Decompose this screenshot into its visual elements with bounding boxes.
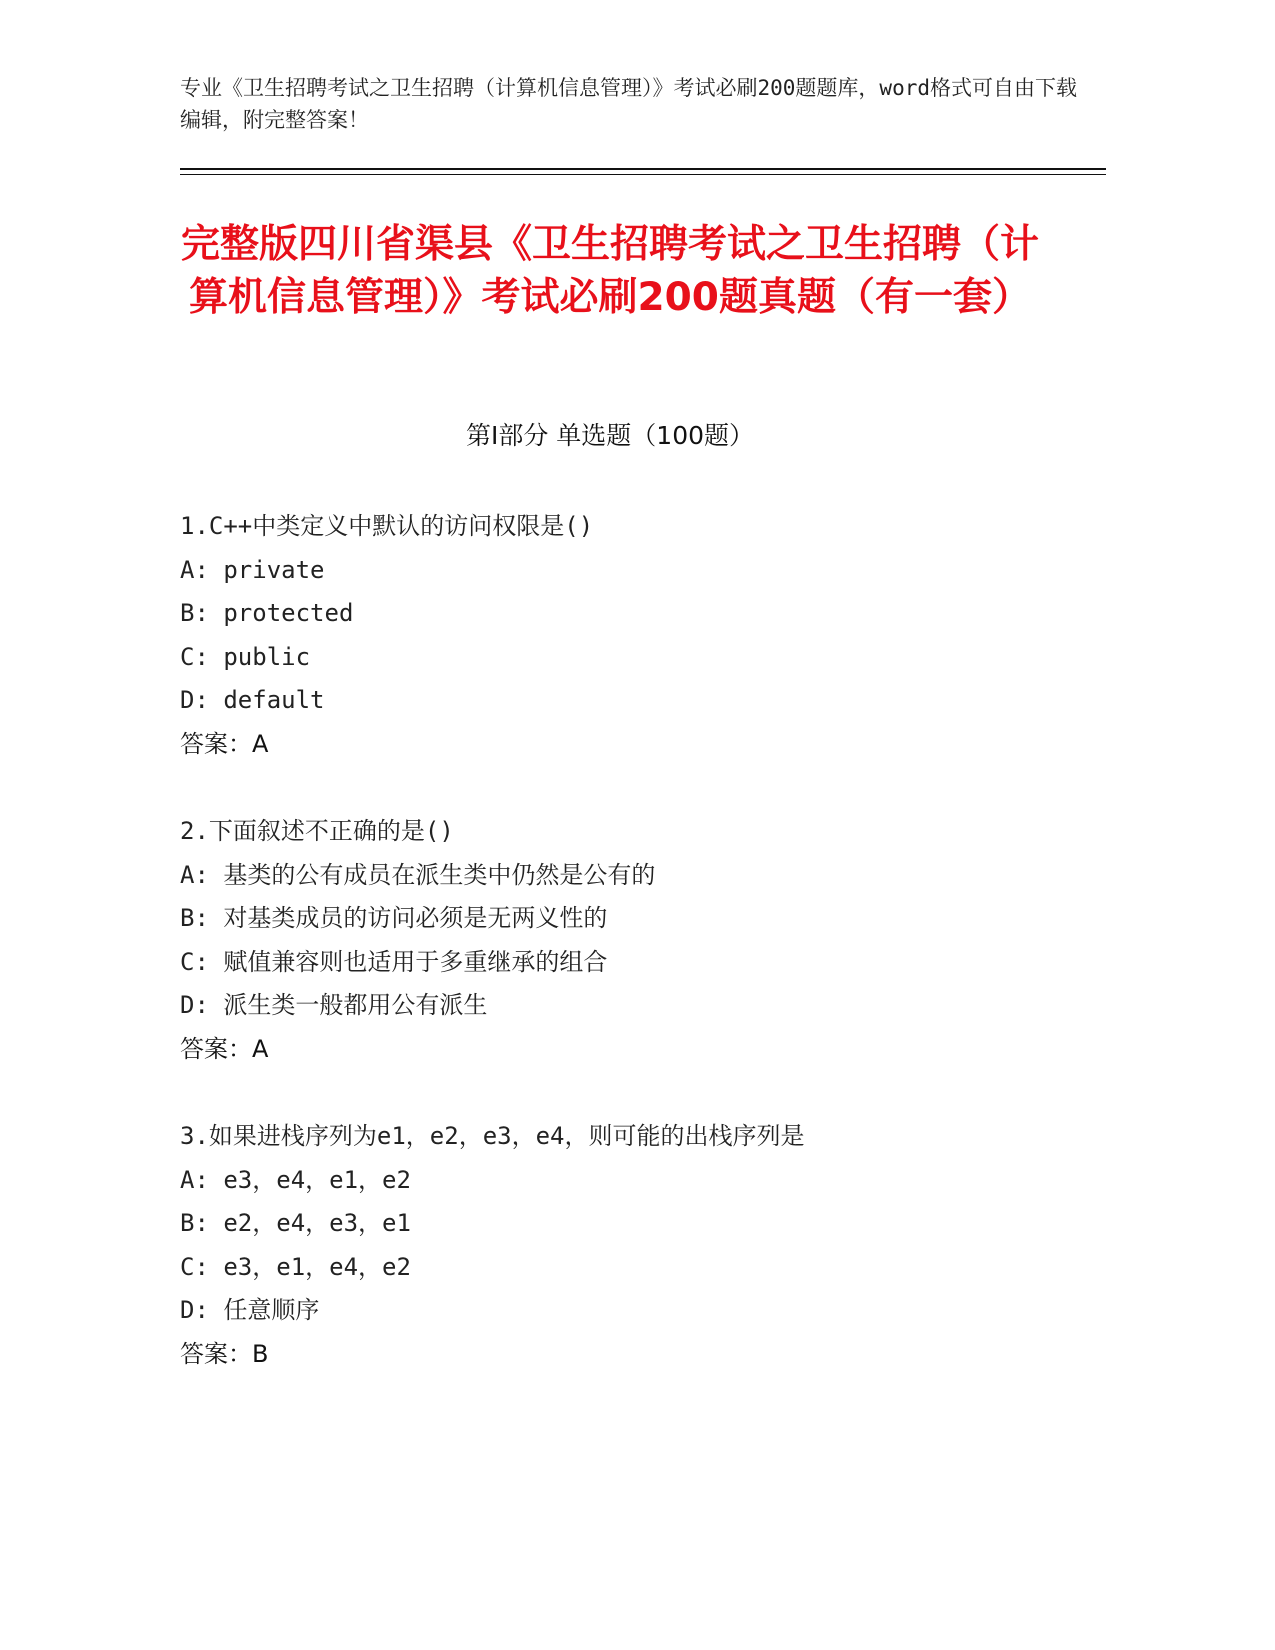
answer-label: 答案： <box>180 1034 252 1063</box>
document-title: 完整版四川省渠县《卫生招聘考试之卫生招聘（计算机信息管理）》考试必刷200题真题（有一套） <box>180 222 1039 320</box>
question-stem: 2.下面叙述不正确的是() <box>180 817 454 845</box>
option-b: B: protected <box>180 599 354 627</box>
option-a: A: 基类的公有成员在派生类中仍然是公有的 <box>180 860 656 889</box>
option-d: D: 任意顺序 <box>180 1296 320 1324</box>
question-3 <box>180 1115 1080 1376</box>
question-2 <box>180 810 1080 1071</box>
option-d: D: 派生类一般都用公有派生 <box>180 991 488 1019</box>
question-1 <box>180 505 1080 766</box>
section-title: 第Ⅰ部分 单选题（100题） <box>465 421 755 450</box>
header-divider-thick <box>180 168 1106 170</box>
answer-line <box>180 1333 1080 1377</box>
option-c: C: public <box>180 642 311 671</box>
option-c: C: e3，e1，e4，e2 <box>180 1252 411 1281</box>
answer-value: B <box>252 1339 269 1368</box>
question-stem: 3.如果进栈序列为e1，e2，e3，e4，则可能的出栈序列是 <box>180 1122 805 1150</box>
header-note: 专业《卫生招聘考试之卫生招聘（计算机信息管理）》考试必刷200题题库，word格式可自由下载编辑，附完整答案！ <box>180 76 1077 132</box>
answer-line <box>180 723 1080 767</box>
answer-label: 答案： <box>180 729 252 758</box>
option-d: D: default <box>180 686 325 714</box>
question-stem: 1.C++中类定义中默认的访问权限是() <box>180 512 594 540</box>
option-b: B: e2，e4，e3，e1 <box>180 1209 411 1237</box>
answer-line <box>180 1028 1080 1072</box>
option-c: C: 赋值兼容则也适用于多重继承的组合 <box>180 947 608 976</box>
header-divider-thin <box>180 174 1106 175</box>
question-list <box>180 505 1080 1420</box>
answer-value: A <box>252 1034 269 1063</box>
answer-label: 答案： <box>180 1339 252 1368</box>
option-a: A: private <box>180 555 325 584</box>
option-b: B: 对基类成员的访问必须是无两义性的 <box>180 904 608 932</box>
option-a: A: e3，e4，e1，e2 <box>180 1165 411 1194</box>
answer-value: A <box>252 729 269 758</box>
